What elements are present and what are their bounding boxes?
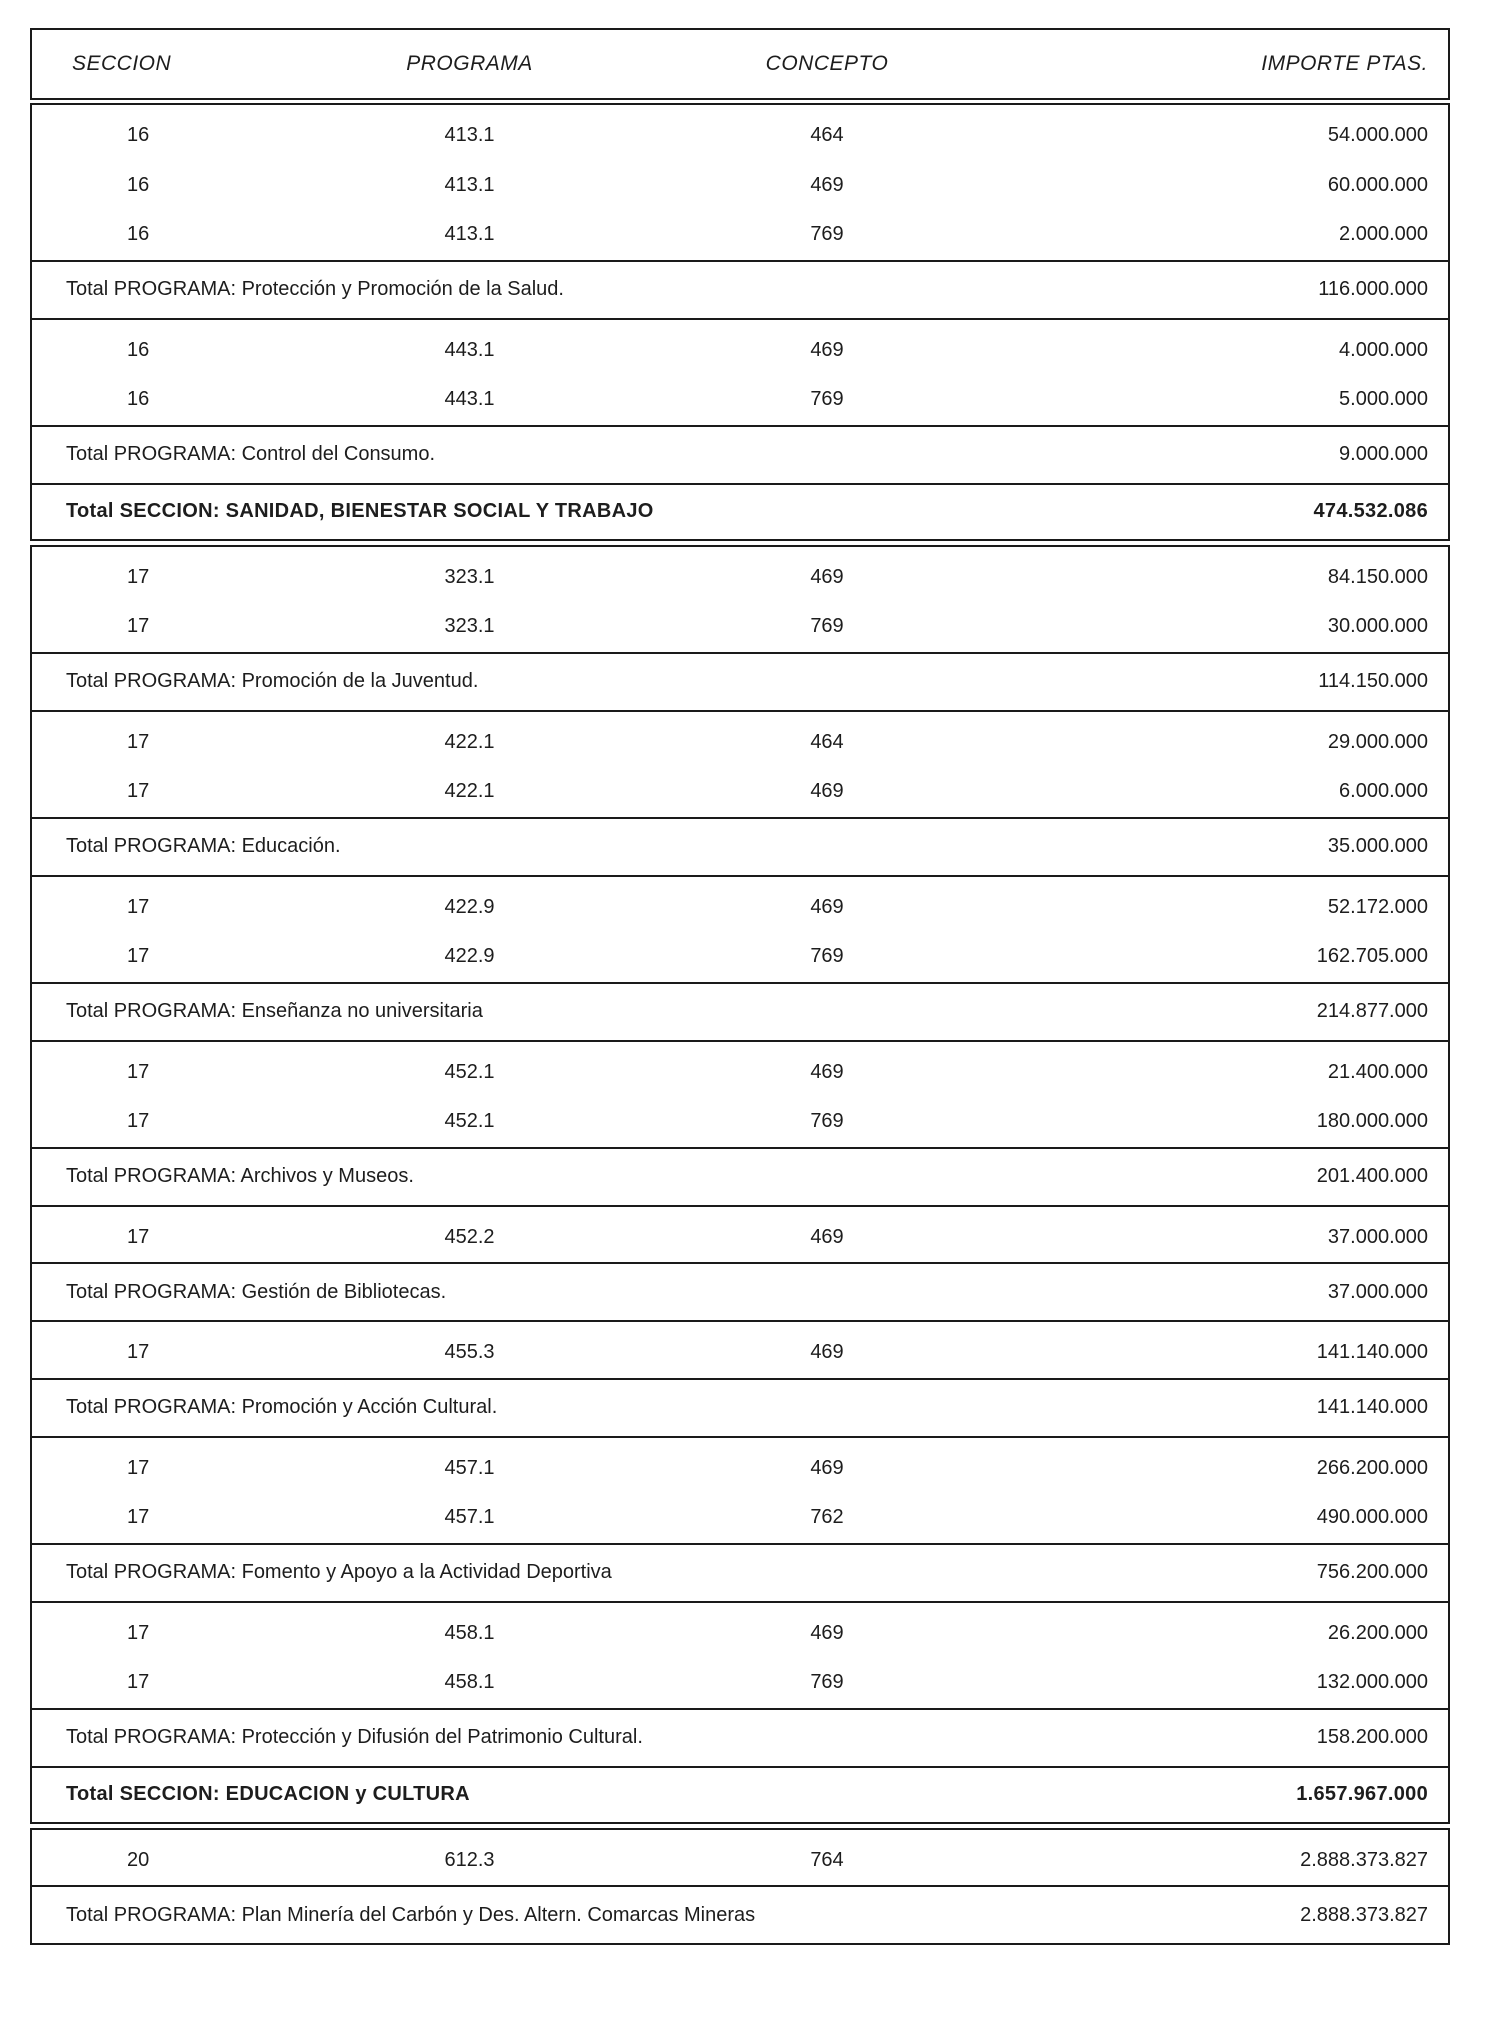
program-total-amount: 37.000.000 bbox=[1327, 1280, 1428, 1303]
table-row bbox=[32, 161, 1448, 211]
cell-importe: 490.000.000 bbox=[1316, 1506, 1428, 1529]
program-total-label: Total PROGRAMA: Fomento y Apoyo a la Actividad Deportiva bbox=[66, 1561, 612, 1583]
cell-importe: 2.000.000 bbox=[1339, 223, 1428, 246]
cell-concepto: 469 bbox=[810, 1456, 844, 1479]
cell-importe: 132.000.000 bbox=[1316, 1671, 1428, 1694]
table-row bbox=[32, 718, 1448, 768]
cell-programa: 612.3 bbox=[444, 1848, 495, 1871]
program-total-amount: 756.200.000 bbox=[1316, 1561, 1428, 1583]
cell-concepto: 769 bbox=[810, 223, 844, 246]
section-total-label: Total SECCION: EDUCACION y CULTURA bbox=[66, 1783, 470, 1805]
budget-table bbox=[30, 28, 1450, 1945]
program-total-amount: 9.000.000 bbox=[1339, 443, 1428, 465]
table-row bbox=[32, 1836, 1448, 1886]
cell-concepto: 469 bbox=[810, 565, 844, 588]
table-row bbox=[32, 210, 1448, 260]
cell-importe: 26.200.000 bbox=[1327, 1621, 1428, 1644]
header-concepto: CONCEPTO bbox=[765, 52, 889, 75]
cell-programa: 422.1 bbox=[444, 730, 495, 753]
program-total-amount: 158.200.000 bbox=[1316, 1726, 1428, 1748]
program-group bbox=[30, 1601, 1450, 1766]
cell-concepto: 469 bbox=[810, 1341, 844, 1364]
cell-importe: 4.000.000 bbox=[1339, 338, 1428, 361]
cell-concepto: 469 bbox=[810, 1060, 844, 1083]
program-total-amount: 214.877.000 bbox=[1316, 1000, 1428, 1022]
program-total-amount: 114.150.000 bbox=[1318, 670, 1428, 692]
cell-programa: 422.1 bbox=[444, 780, 495, 803]
cell-programa: 458.1 bbox=[444, 1671, 495, 1694]
program-group bbox=[30, 1205, 1450, 1321]
table-row bbox=[32, 932, 1448, 982]
cell-programa: 452.1 bbox=[444, 1110, 495, 1133]
cell-concepto: 469 bbox=[810, 1621, 844, 1644]
cell-programa: 457.1 bbox=[444, 1506, 495, 1529]
table-row bbox=[32, 326, 1448, 376]
cell-concepto: 762 bbox=[810, 1506, 844, 1529]
section-total-label: Total SECCION: SANIDAD, BIENESTAR SOCIAL Y TRABAJO bbox=[66, 500, 654, 522]
program-total-label: Total PROGRAMA: Promoción de la Juventud. bbox=[66, 670, 479, 692]
program-total-amount: 35.000.000 bbox=[1327, 835, 1428, 857]
program-total-row bbox=[32, 982, 1448, 1040]
program-group bbox=[30, 318, 1450, 483]
cell-seccion: 17 bbox=[127, 1671, 150, 1694]
program-total-amount: 201.400.000 bbox=[1316, 1165, 1428, 1187]
program-total-row bbox=[32, 1708, 1448, 1766]
program-total-label: Total PROGRAMA: Promoción y Acción Cultural. bbox=[66, 1396, 498, 1418]
cell-importe: 141.140.000 bbox=[1316, 1341, 1428, 1364]
cell-importe: 6.000.000 bbox=[1339, 780, 1428, 803]
cell-importe: 266.200.000 bbox=[1316, 1456, 1428, 1479]
cell-seccion: 17 bbox=[127, 1341, 150, 1364]
table-row bbox=[32, 883, 1448, 933]
header-seccion: SECCION bbox=[72, 52, 172, 75]
cell-seccion: 16 bbox=[127, 173, 150, 196]
cell-importe: 60.000.000 bbox=[1327, 173, 1428, 196]
program-group bbox=[30, 545, 1450, 710]
program-total-row bbox=[32, 1885, 1448, 1943]
cell-programa: 452.2 bbox=[444, 1225, 495, 1248]
program-total-amount: 116.000.000 bbox=[1318, 278, 1428, 300]
cell-concepto: 769 bbox=[810, 1671, 844, 1694]
program-group bbox=[30, 875, 1450, 1040]
cell-programa: 457.1 bbox=[444, 1456, 495, 1479]
program-total-row bbox=[32, 817, 1448, 875]
cell-concepto: 464 bbox=[810, 124, 844, 147]
program-group bbox=[30, 1436, 1450, 1601]
table-row bbox=[32, 1048, 1448, 1098]
cell-programa: 443.1 bbox=[444, 338, 495, 361]
cell-importe: 29.000.000 bbox=[1327, 730, 1428, 753]
cell-concepto: 769 bbox=[810, 388, 844, 411]
program-total-amount: 2.888.373.827 bbox=[1300, 1903, 1428, 1926]
program-total-row bbox=[32, 1262, 1448, 1320]
header-importe: IMPORTE PTAS. bbox=[1261, 52, 1428, 75]
program-total-row bbox=[32, 652, 1448, 710]
cell-importe: 37.000.000 bbox=[1327, 1225, 1428, 1248]
program-total-row bbox=[32, 425, 1448, 483]
table-row bbox=[32, 1328, 1448, 1378]
cell-importe: 180.000.000 bbox=[1316, 1110, 1428, 1133]
program-total-amount: 141.140.000 bbox=[1316, 1396, 1428, 1418]
program-total-label: Total PROGRAMA: Gestión de Bibliotecas. bbox=[66, 1280, 447, 1303]
table-row bbox=[32, 553, 1448, 603]
cell-programa: 413.1 bbox=[444, 173, 495, 196]
table-row bbox=[32, 1609, 1448, 1659]
cell-concepto: 469 bbox=[810, 173, 844, 196]
cell-concepto: 769 bbox=[810, 1110, 844, 1133]
program-group bbox=[30, 1040, 1450, 1205]
cell-importe: 5.000.000 bbox=[1339, 388, 1428, 411]
cell-seccion: 17 bbox=[127, 565, 150, 588]
program-total-row bbox=[32, 260, 1448, 318]
cell-seccion: 17 bbox=[127, 1225, 150, 1248]
program-group bbox=[30, 1320, 1450, 1436]
cell-programa: 452.1 bbox=[444, 1060, 495, 1083]
table-row bbox=[32, 602, 1448, 652]
cell-importe: 54.000.000 bbox=[1327, 124, 1428, 147]
cell-seccion: 17 bbox=[127, 1506, 150, 1529]
cell-seccion: 16 bbox=[127, 338, 150, 361]
cell-programa: 323.1 bbox=[444, 565, 495, 588]
cell-programa: 458.1 bbox=[444, 1621, 495, 1644]
cell-seccion: 17 bbox=[127, 945, 150, 968]
table-row bbox=[32, 1444, 1448, 1494]
cell-seccion: 17 bbox=[127, 615, 150, 638]
cell-importe: 162.705.000 bbox=[1316, 945, 1428, 968]
cell-importe: 52.172.000 bbox=[1327, 895, 1428, 918]
cell-seccion: 16 bbox=[127, 124, 150, 147]
table-row bbox=[32, 1493, 1448, 1543]
table-row bbox=[32, 1658, 1448, 1708]
program-group bbox=[30, 103, 1450, 318]
program-total-row bbox=[32, 1378, 1448, 1436]
program-total-row bbox=[32, 1147, 1448, 1205]
cell-concepto: 769 bbox=[810, 945, 844, 968]
cell-importe: 30.000.000 bbox=[1327, 615, 1428, 638]
cell-concepto: 764 bbox=[810, 1848, 844, 1871]
cell-programa: 443.1 bbox=[444, 388, 495, 411]
cell-programa: 413.1 bbox=[444, 223, 495, 246]
cell-concepto: 469 bbox=[810, 1225, 844, 1248]
program-total-label: Total PROGRAMA: Control del Consumo. bbox=[66, 443, 436, 465]
cell-seccion: 16 bbox=[127, 223, 150, 246]
cell-seccion: 17 bbox=[127, 1110, 150, 1133]
program-total-label: Total PROGRAMA: Archivos y Museos. bbox=[66, 1165, 414, 1187]
cell-seccion: 16 bbox=[127, 388, 150, 411]
cell-concepto: 469 bbox=[810, 895, 844, 918]
cell-importe: 2.888.373.827 bbox=[1300, 1848, 1428, 1871]
cell-seccion: 17 bbox=[127, 1456, 150, 1479]
cell-seccion: 17 bbox=[127, 895, 150, 918]
program-total-label: Total PROGRAMA: Protección y Difusión del Patrimonio Cultural. bbox=[66, 1726, 643, 1748]
cell-programa: 422.9 bbox=[444, 945, 495, 968]
cell-concepto: 469 bbox=[810, 780, 844, 803]
program-total-label: Total PROGRAMA: Protección y Promoción de la Salud. bbox=[66, 278, 564, 300]
table-row bbox=[32, 375, 1448, 425]
cell-seccion: 17 bbox=[127, 1060, 150, 1083]
table-row bbox=[32, 1097, 1448, 1147]
program-group bbox=[30, 710, 1450, 875]
cell-seccion: 17 bbox=[127, 730, 150, 753]
table-header bbox=[30, 28, 1450, 100]
cell-programa: 455.3 bbox=[444, 1341, 495, 1364]
cell-seccion: 17 bbox=[127, 780, 150, 803]
cell-importe: 21.400.000 bbox=[1327, 1060, 1428, 1083]
program-group bbox=[30, 1828, 1450, 1946]
cell-programa: 323.1 bbox=[444, 615, 495, 638]
table-body bbox=[30, 103, 1450, 1945]
cell-seccion: 20 bbox=[127, 1848, 150, 1871]
cell-programa: 413.1 bbox=[444, 124, 495, 147]
section-total-row bbox=[30, 1766, 1450, 1824]
cell-importe: 84.150.000 bbox=[1327, 565, 1428, 588]
program-total-label: Total PROGRAMA: Plan Minería del Carbón y Des. Altern. Comarcas Mineras bbox=[66, 1903, 756, 1926]
program-total-label: Total PROGRAMA: Enseñanza no universitaria bbox=[66, 1000, 483, 1022]
program-total-label: Total PROGRAMA: Educación. bbox=[66, 835, 341, 857]
cell-concepto: 464 bbox=[810, 730, 844, 753]
program-total-row bbox=[32, 1543, 1448, 1601]
table-row bbox=[32, 1213, 1448, 1263]
cell-concepto: 769 bbox=[810, 615, 844, 638]
cell-concepto: 469 bbox=[810, 338, 844, 361]
cell-seccion: 17 bbox=[127, 1621, 150, 1644]
header-programa: PROGRAMA bbox=[406, 52, 533, 75]
cell-programa: 422.9 bbox=[444, 895, 495, 918]
section-total-row bbox=[30, 483, 1450, 541]
section-total-amount: 1.657.967.000 bbox=[1296, 1783, 1428, 1805]
table-row bbox=[32, 767, 1448, 817]
section-total-amount: 474.532.086 bbox=[1313, 500, 1428, 522]
table-row bbox=[32, 111, 1448, 161]
